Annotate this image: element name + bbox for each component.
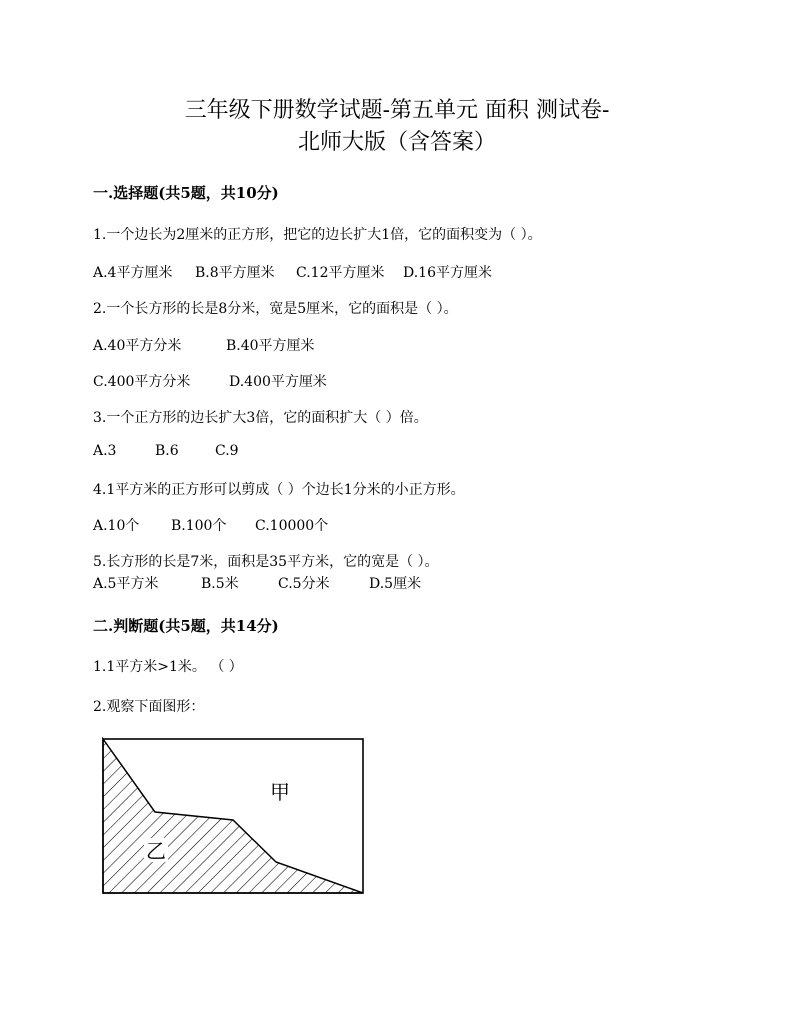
question-1-4-options — [93, 515, 328, 535]
area-comparison-figure — [100, 736, 368, 896]
option-d: D.5厘米 — [369, 576, 422, 592]
section-1-heading: 一.选择题(共5题，共10分) — [93, 184, 279, 202]
option-c: C.12平方厘米 — [296, 265, 385, 281]
option-d: D.400平方厘米 — [229, 374, 327, 390]
question-1-2-text: 2.一个长方形的长是8分米，宽是5厘米，它的面积是（ ）。 — [93, 301, 458, 317]
option-d: D.16平方厘米 — [403, 265, 492, 281]
document-title-line-2: 北师大版（含答案） — [297, 130, 496, 155]
question-1-2-options-row-1 — [93, 335, 315, 355]
question-1-3-text: 3.一个正方形的边长扩大3倍，它的面积扩大（ ）倍。 — [93, 410, 428, 426]
option-c: C.5分米 — [278, 576, 330, 592]
option-b: B.8平方厘米 — [195, 265, 275, 281]
option-c: C.9 — [215, 443, 239, 459]
option-b: B.6 — [155, 443, 179, 459]
option-c: C.10000个 — [255, 518, 329, 534]
option-a: A.5平方米 — [93, 576, 159, 592]
option-a: A.4平方厘米 — [93, 265, 173, 281]
label-jia: 甲 — [270, 780, 290, 804]
question-1-1-options — [93, 262, 492, 282]
option-b: B.40平方厘米 — [226, 338, 315, 354]
option-c: C.400平方分米 — [93, 374, 191, 390]
option-b: B.100个 — [171, 518, 227, 534]
question-1-5-text: 5.长方形的长是7米，面积是35平方米，它的宽是（ ）。 — [93, 554, 439, 570]
label-yi: 乙 — [146, 839, 166, 863]
section-2-heading: 二.判断题(共5题，共14分) — [93, 617, 279, 635]
question-1-1-text: 1.一个边长为2厘米的正方形，把它的边长扩大1倍，它的面积变为（ ）。 — [93, 227, 542, 243]
question-1-3-options — [93, 443, 239, 459]
question-2-1-text: 1.1平方米>1米。 （ ） — [93, 659, 243, 675]
question-1-4-text: 4.1平方米的正方形可以剪成（ ）个边长1分米的小正方形。 — [93, 482, 465, 498]
option-a: A.3 — [93, 443, 117, 459]
option-a: A.10个 — [93, 518, 140, 534]
question-1-5-options — [93, 573, 421, 593]
option-b: B.5米 — [201, 576, 239, 592]
document-title-line-1: 三年级下册数学试题-第五单元 面积 测试卷- — [184, 98, 610, 123]
option-a: A.40平方分米 — [93, 338, 182, 354]
region-yi — [103, 739, 363, 893]
question-2-2-text: 2.观察下面图形： — [93, 699, 205, 715]
question-1-2-options-row-2 — [93, 371, 327, 391]
